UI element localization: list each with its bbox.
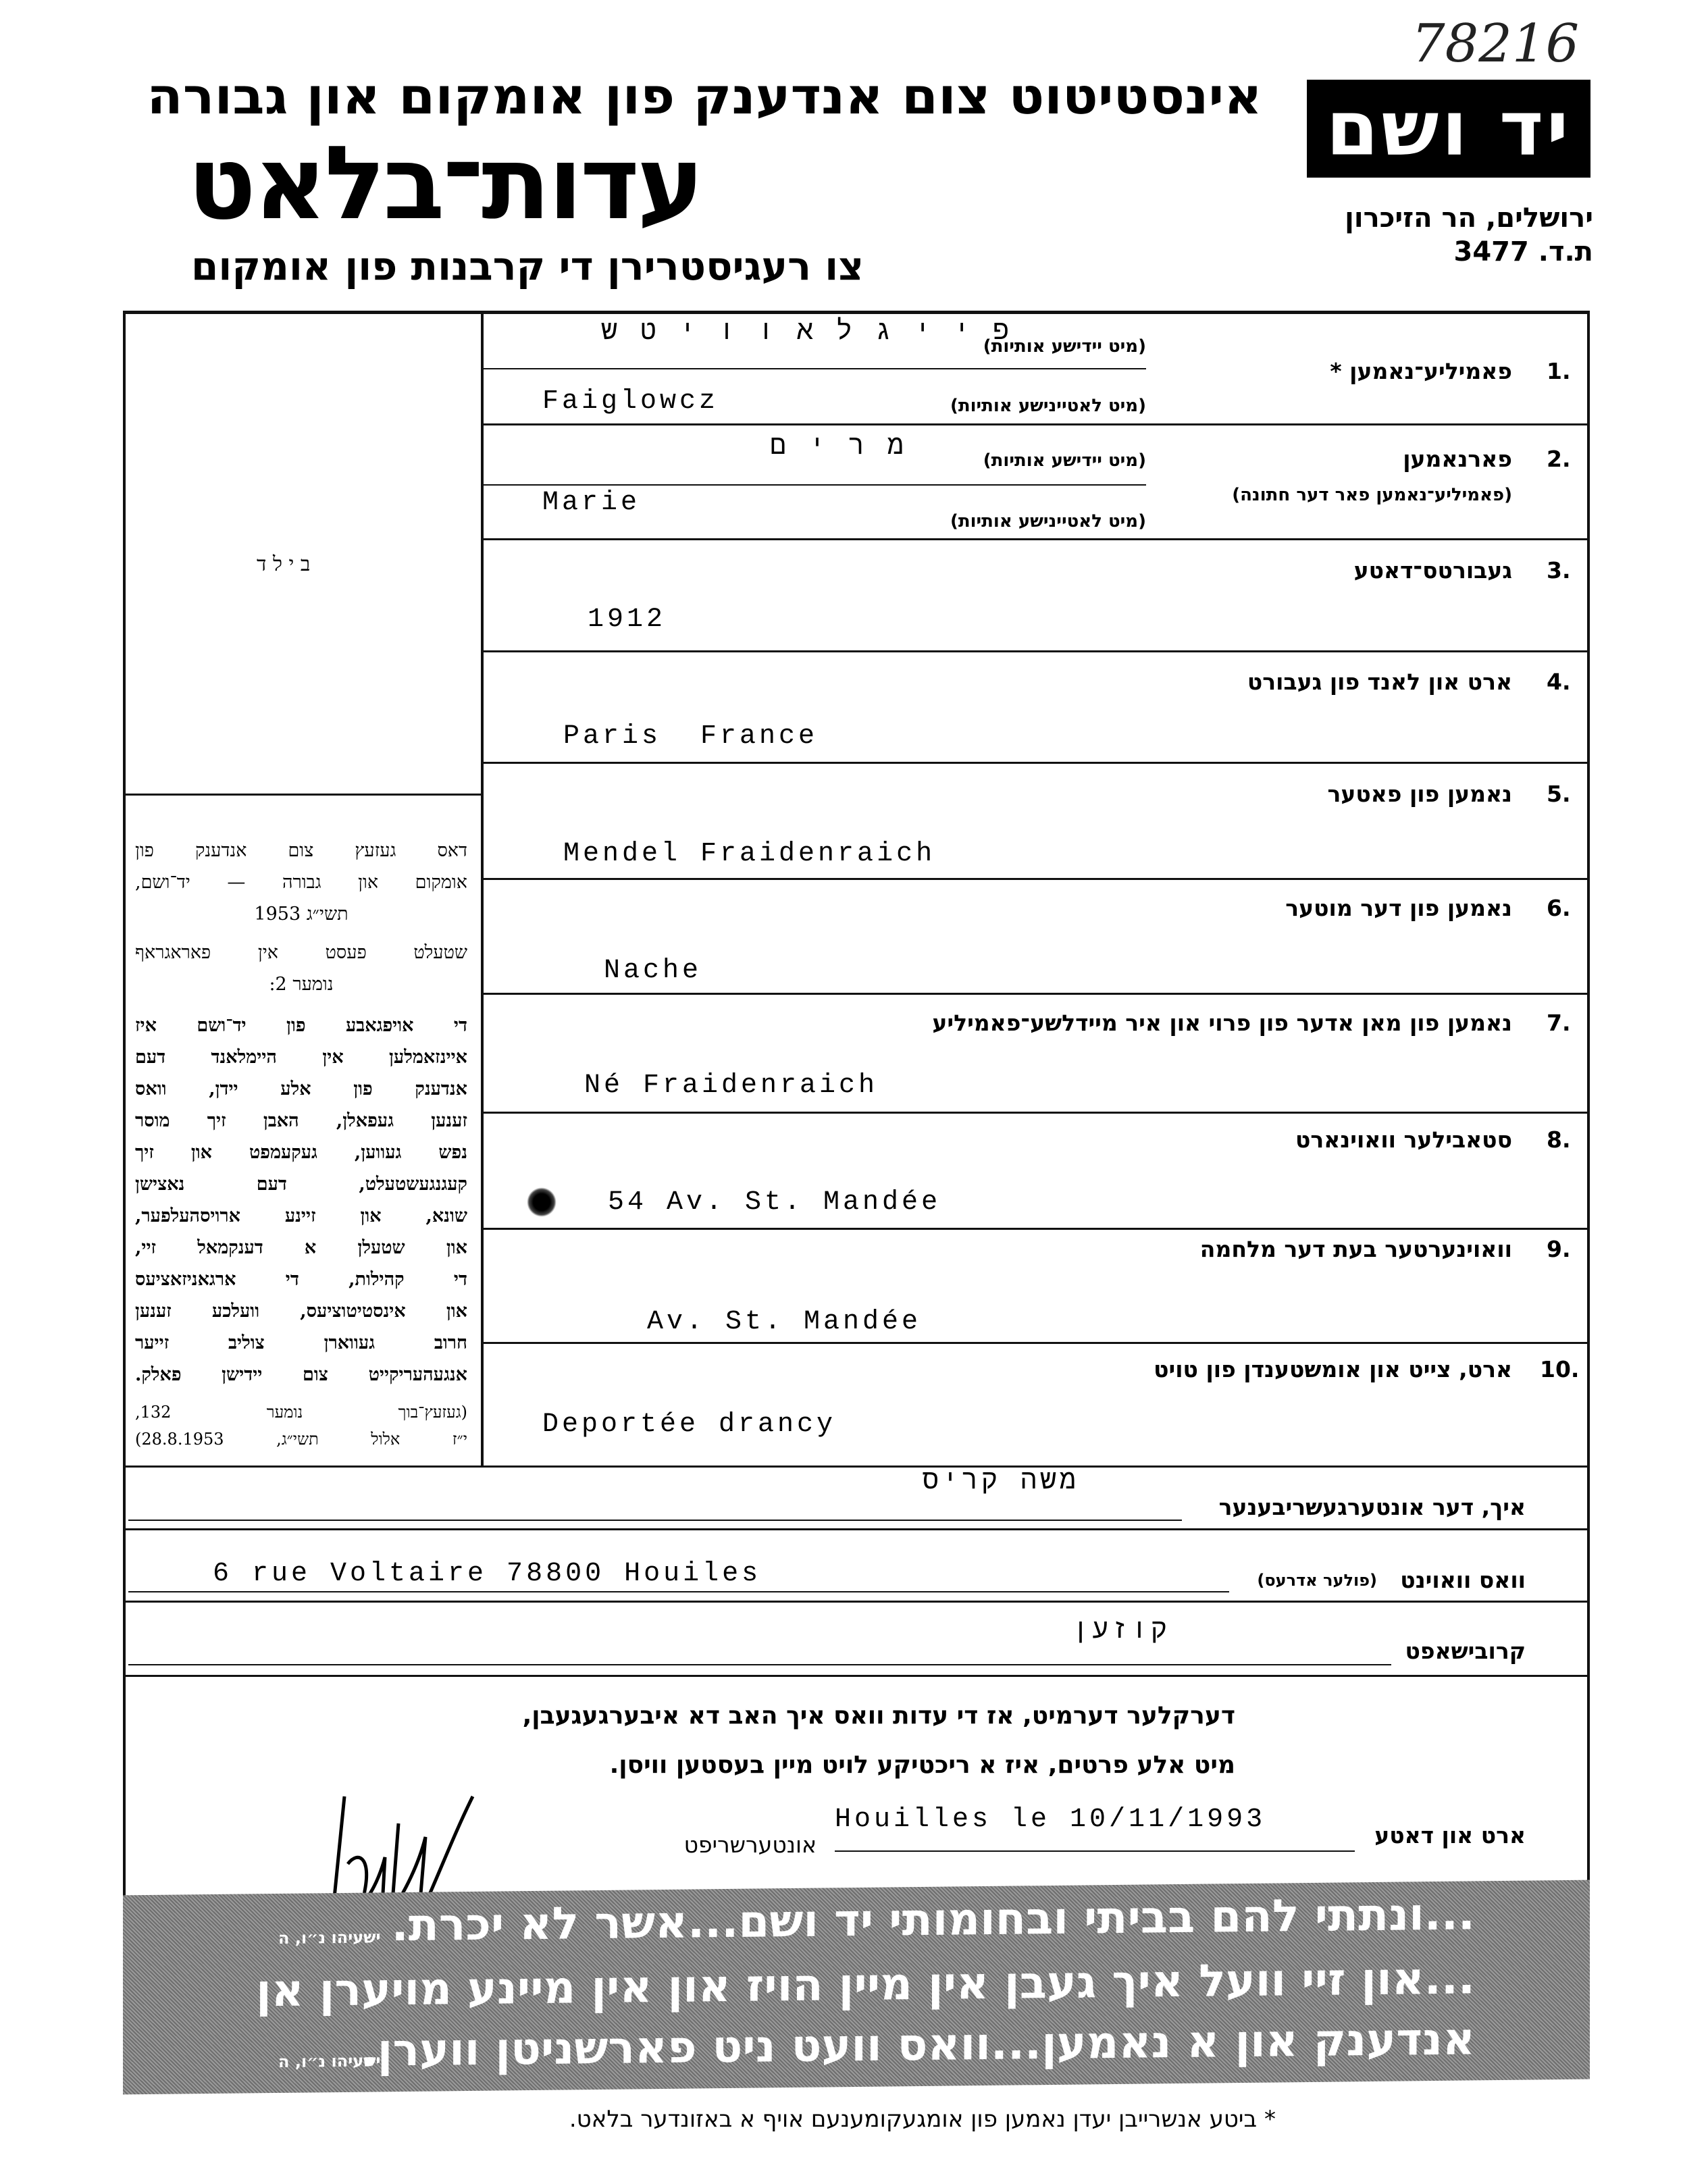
- quote-banner: [123, 1880, 1590, 2095]
- row-divider: [481, 1342, 1588, 1344]
- field-number: 2.: [1547, 446, 1571, 472]
- relation-label: קרובישאפט: [1405, 1638, 1526, 1664]
- row-divider: [481, 1228, 1588, 1230]
- hint-yiddish: (מיט יידישע אותיות): [983, 336, 1146, 357]
- institute-address: ירושלים, הר הזיכרון: [1345, 203, 1593, 234]
- banner-hebrew-quote: ...ונתתי להם בביתי ובחומותי יד ושם...אשר לא יכרת.: [391, 1888, 1475, 1952]
- signer-address-value[interactable]: 6 rue Voltaire 78800 Houiles: [213, 1559, 762, 1589]
- row-divider: [123, 1601, 1588, 1603]
- law-paragraph-line: נומער 2:: [269, 974, 334, 995]
- yad-vashem-logo: [1307, 80, 1590, 178]
- row-divider: [123, 1675, 1588, 1677]
- banner-yiddish-line: ...און זיי וועל איך געבן אין מיין הויז און אין מיינע מויערן אן: [256, 1952, 1475, 2017]
- banner-yiddish-line: אנדענק און א נאמען...וואס וועט ניט פארשניטן ווערן.: [360, 2013, 1475, 2077]
- row-divider: [123, 1528, 1588, 1530]
- handwritten-reference-number: 78216: [1412, 14, 1580, 74]
- value-underline: [481, 484, 1146, 486]
- field-label-family-name: פאמיליע־נאמען *: [1330, 358, 1512, 384]
- form-left-border: [123, 311, 126, 2087]
- law-text-block: [135, 835, 467, 1453]
- first-name-yiddish-value[interactable]: מ ר י ם: [770, 432, 908, 463]
- mother-name-value[interactable]: Nache: [604, 956, 702, 986]
- place-date-value[interactable]: Houilles le 10/11/1993: [835, 1805, 1266, 1835]
- ink-blot-mark: [527, 1187, 557, 1217]
- hint-latin: (מיט לאטיינישע אותיות): [950, 511, 1146, 531]
- law-body-line: שונא, און זיינע ארויסהעלפער,: [135, 1205, 467, 1226]
- law-source-line: י״ז אלול תשי״ג, 28.8.1953): [135, 1430, 467, 1449]
- po-box: ת.ד. 3477: [1453, 236, 1593, 267]
- law-body-line: און שטעלן א דענקמאל זיי,: [135, 1237, 467, 1258]
- page-subtitle: צו רעגיסטרירן די קרבנות פון אומקום: [191, 243, 864, 289]
- row-divider: [481, 878, 1588, 880]
- page-title: עדות־בלאט: [187, 125, 702, 242]
- law-body-line: און אינסטיטוציעס, וועלכע זענען: [135, 1301, 467, 1322]
- address-hint: (פולער אדרעס): [1257, 1571, 1377, 1590]
- declaration-line: דערקלער דערמיט, אז די עדות וואס איך האב דא איבערגעגעבן,: [522, 1702, 1235, 1730]
- field-label-permanent-residence: סטאבילער וואוינארט: [1295, 1126, 1512, 1153]
- father-name-value[interactable]: Mendel Fraidenraich: [563, 839, 936, 869]
- field-label-birth-place: ארט און לאנד פון געבורט: [1247, 669, 1512, 695]
- permanent-residence-value[interactable]: 54 Av. St. Mandée: [608, 1187, 941, 1218]
- law-body-line: די אויפגאבע פון יד־ושם איז: [135, 1015, 467, 1036]
- declaration-line: מיט אלע פרטים, איז א ריכטיקע לויט מיין בעסטען וויסן.: [609, 1751, 1235, 1779]
- field-number: 8.: [1547, 1126, 1571, 1153]
- signer-name-value[interactable]: משה קריס: [923, 1467, 1080, 1497]
- field-label-death-circumstances: ארט, צייט און אומשטענדן פון טויט: [1154, 1356, 1512, 1382]
- banner-source: ישעיהו נ״ו, ה: [278, 2051, 381, 2071]
- form-top-border: [123, 311, 1590, 314]
- birth-date-value[interactable]: 1912: [588, 604, 667, 635]
- field-label-wartime-residence: וואוינערטער בעת דער מלחמה: [1199, 1236, 1512, 1262]
- address-underline: [128, 1591, 1229, 1592]
- field-label-maiden-note: (פאמיליע־נאמען פאר דער חתונה): [1232, 485, 1512, 505]
- field-label-mother-name: נאמען פון דער מוטער: [1285, 895, 1512, 921]
- field-number: 5.: [1547, 781, 1571, 807]
- hint-yiddish: (מיט יידישע אותיות): [983, 450, 1146, 471]
- left-column-divider: [123, 794, 481, 796]
- row-divider: [481, 650, 1588, 652]
- row-divider: [481, 538, 1588, 540]
- first-name-latin-value[interactable]: Marie: [542, 488, 641, 518]
- row-divider: [481, 1112, 1588, 1114]
- field-number: 1.: [1547, 358, 1571, 384]
- field-number: 3.: [1547, 557, 1571, 584]
- law-body-line: איינזאמלען אין היימלאנד דעם: [135, 1047, 467, 1068]
- law-paragraph-line: שטעלט פעסט אין פאראגראף: [135, 942, 467, 963]
- law-body-line: נפש געווען, געקעמפט און זיך: [135, 1142, 467, 1163]
- signature-label: אונטערשריפט: [683, 1832, 817, 1858]
- row-divider: [481, 762, 1588, 764]
- row-divider: [481, 423, 1588, 425]
- field-number: 6.: [1547, 895, 1571, 921]
- law-body-line: אנגעהעריקייט צום יידישן פאלק.: [135, 1364, 467, 1385]
- footnote: * ביטע אנשרייבן יעדן נאמען פון אומגעקומענעם אויף א באזונדער בלאט.: [569, 2106, 1276, 2133]
- hint-latin: (מיט לאטיינישע אותיות): [950, 396, 1146, 416]
- field-label-spouse-name: נאמען פון מאן אדער פון פרוי און איר מיידלשע־פאמיליע: [932, 1010, 1512, 1036]
- institute-name: אינסטיטוט צום אנדענק פון אומקום און גבורה: [147, 68, 1262, 126]
- law-body-line: אנדענק פון אלע יידן, וואס: [135, 1079, 467, 1099]
- row-divider: [481, 993, 1588, 995]
- banner-source: ישעיהו נ״ו, ה: [278, 1927, 381, 1948]
- place-date-label: ארט און דאטע: [1374, 1822, 1526, 1848]
- signer-label: איך, דער אונטערגעשריבענער: [1218, 1494, 1526, 1520]
- law-body-line: זענען געפאלן, האבן זיך מוסר: [135, 1110, 467, 1131]
- field-number: 4.: [1547, 669, 1571, 695]
- signer-underline: [128, 1520, 1182, 1521]
- family-name-yiddish-value[interactable]: פ י י ג ל א ו ו י ט ש: [601, 317, 1013, 348]
- wartime-residence-value[interactable]: Av. St. Mandée: [647, 1307, 922, 1337]
- family-name-latin-value[interactable]: Faiglowcz: [542, 386, 719, 417]
- relation-underline: [128, 1664, 1391, 1665]
- spouse-name-value[interactable]: Né Fraidenraich: [584, 1070, 879, 1101]
- law-body: [135, 1010, 467, 1391]
- law-title-line: תשי״ג 1953: [254, 904, 348, 925]
- date-underline: [835, 1850, 1355, 1852]
- law-body-line: קעגנגעשטעלט, דעם נאצישן: [135, 1174, 467, 1195]
- photo-placeholder-label: ב י ל ד: [257, 552, 311, 576]
- relation-value[interactable]: קוזען: [1072, 1616, 1171, 1647]
- field-number: 10.: [1540, 1356, 1580, 1382]
- law-body-line: חרוב געווארן צוליב זייער: [135, 1332, 467, 1353]
- field-number: 7.: [1547, 1010, 1571, 1036]
- death-circumstances-value[interactable]: Deportée drancy: [542, 1409, 837, 1440]
- law-title-line: אומקום און גבורה — יד־ושם,: [135, 872, 467, 893]
- law-title-line: דאס געזעץ צום אנדענק פון: [135, 840, 467, 861]
- birth-place-value[interactable]: Paris France: [563, 721, 819, 752]
- field-label-first-name: פארנאמען: [1403, 446, 1512, 472]
- form-right-border: [1587, 311, 1590, 1891]
- law-body-line: די קהילות, די ארגאניזאציעס: [135, 1269, 467, 1290]
- row-divider: [123, 1466, 1588, 1468]
- field-label-father-name: נאמען פון פאטער: [1327, 781, 1512, 807]
- field-number: 9.: [1547, 1236, 1571, 1262]
- value-underline: [481, 368, 1146, 369]
- field-label-birth-date: געבורטס־דאטע: [1353, 557, 1512, 584]
- law-source-line: (געזעץ־בוך נומער 132,: [135, 1403, 467, 1422]
- logo-text: יד ושם: [1326, 84, 1572, 173]
- address-label: וואס וואוינט: [1400, 1567, 1526, 1593]
